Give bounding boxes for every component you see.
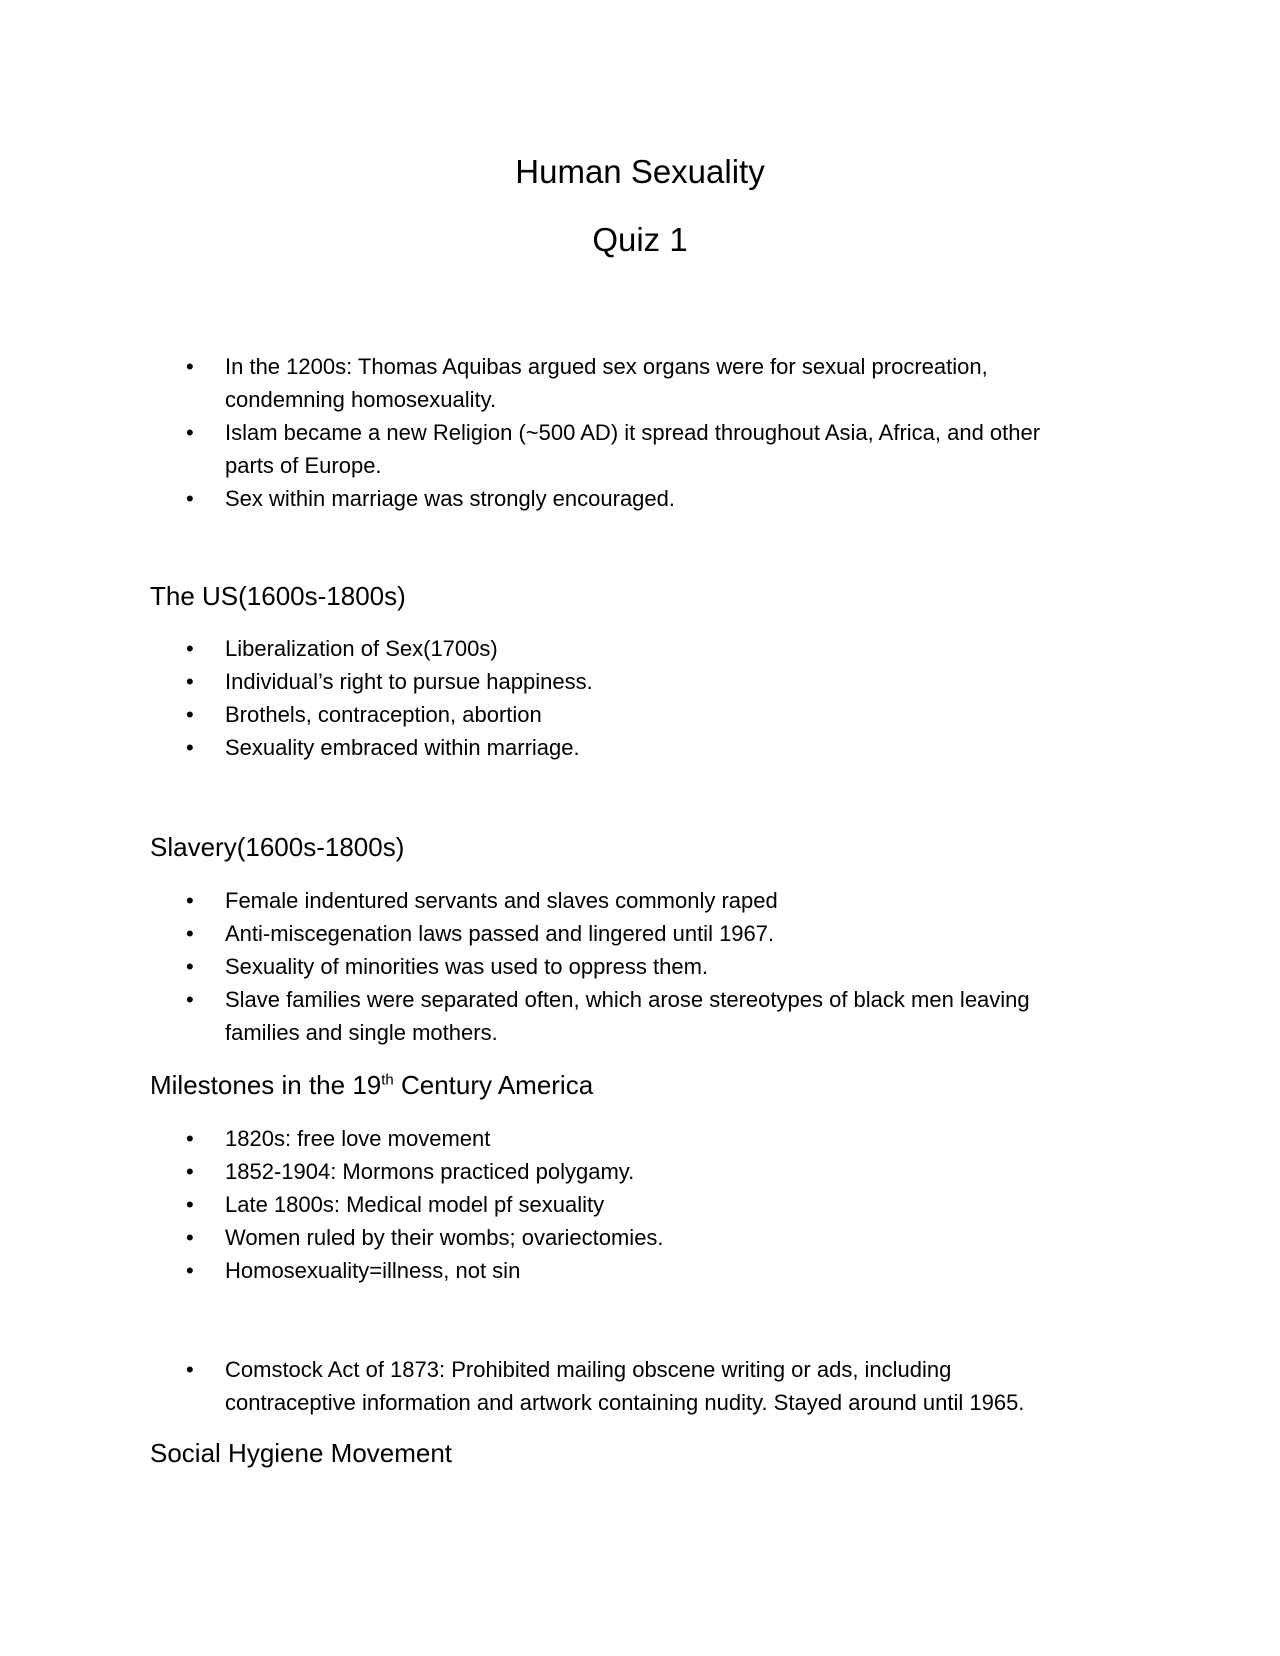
slavery-list (0, 884, 1280, 1049)
list-item (0, 416, 1280, 482)
list-item-text: families and single mothers. (225, 1020, 498, 1045)
us-list (0, 632, 1280, 764)
list-item-text: Late 1800s: Medical model pf sexuality (225, 1192, 605, 1217)
list-item-text: Brothels, contraception, abortion (225, 702, 542, 727)
section-heading-social-hygiene: Social Hygiene Movement (150, 1438, 453, 1468)
list-item-text: contraceptive information and artwork containing nudity. Stayed around until 1965. (225, 1390, 1025, 1415)
list-item-text: Women ruled by their wombs; ovariectomies. (225, 1225, 664, 1250)
bullet-icon (186, 884, 194, 917)
bullet-icon (186, 665, 194, 698)
list-item (0, 1221, 1280, 1254)
section-heading-us: The US(1600s-1800s) (150, 581, 406, 611)
list-item (0, 731, 1280, 764)
bullet-icon (186, 917, 194, 950)
list-item-text: Slave families were separated often, which arose stereotypes of black men leaving (225, 987, 1030, 1012)
bullet-icon (186, 731, 194, 764)
bullet-icon (186, 416, 194, 449)
list-item-text: In the 1200s: Thomas Aquibas argued sex organs were for sexual procreation, (225, 354, 988, 379)
list-item (0, 1155, 1280, 1188)
bullet-icon (186, 632, 194, 665)
bullet-icon (186, 983, 194, 1016)
list-item (0, 665, 1280, 698)
heading-superscript: th (381, 1071, 394, 1089)
list-item-text: condemning homosexuality. (225, 387, 497, 412)
list-item-text: Anti-miscegenation laws passed and lingered until 1967. (225, 921, 775, 946)
intro-list (0, 350, 1280, 515)
list-item-text: Sex within marriage was strongly encouraged. (225, 486, 676, 511)
section-heading-slavery: Slavery(1600s-1800s) (150, 832, 405, 862)
bullet-icon (186, 1155, 194, 1188)
list-item (0, 917, 1280, 950)
document-title: Human Sexuality (515, 153, 765, 190)
bullet-icon (186, 482, 194, 515)
bullet-icon (186, 1353, 194, 1386)
milestones-list (0, 1122, 1280, 1287)
list-item (0, 983, 1280, 1049)
bullet-icon (186, 1221, 194, 1254)
list-item-text: Sexuality embraced within marriage. (225, 735, 580, 760)
list-item-text: Liberalization of Sex(1700s) (225, 636, 498, 661)
list-item-text: Homosexuality=illness, not sin (225, 1258, 521, 1283)
list-item-text: Comstock Act of 1873: Prohibited mailing obscene writing or ads, including (225, 1357, 952, 1382)
list-item-text: 1820s: free love movement (225, 1126, 491, 1151)
list-item-text: Sexuality of minorities was used to oppress them. (225, 954, 709, 979)
bullet-icon (186, 950, 194, 983)
list-item (0, 1188, 1280, 1221)
heading-text: Century America (393, 1070, 594, 1100)
section-heading-milestones (150, 1069, 593, 1101)
list-item (0, 350, 1280, 416)
list-item-text: Islam became a new Religion (~500 AD) it spread throughout Asia, Africa, and other (225, 420, 1041, 445)
list-item-text: Individual’s right to pursue happiness. (225, 669, 593, 694)
list-item (0, 1122, 1280, 1155)
list-item (0, 884, 1280, 917)
list-item-text: parts of Europe. (225, 453, 382, 478)
document-subtitle: Quiz 1 (592, 221, 688, 258)
bullet-icon (186, 698, 194, 731)
list-item (0, 1353, 1280, 1419)
bullet-icon (186, 350, 194, 383)
list-item-text: 1852-1904: Mormons practiced polygamy. (225, 1159, 635, 1184)
list-item (0, 1254, 1280, 1287)
list-item (0, 698, 1280, 731)
bullet-icon (186, 1188, 194, 1221)
comstock-list (0, 1353, 1280, 1419)
list-item-text: Female indentured servants and slaves commonly raped (225, 888, 778, 913)
bullet-icon (186, 1122, 194, 1155)
list-item (0, 632, 1280, 665)
bullet-icon (186, 1254, 194, 1287)
list-item (0, 482, 1280, 515)
list-item (0, 950, 1280, 983)
heading-text: Milestones in the 19 (150, 1070, 382, 1100)
